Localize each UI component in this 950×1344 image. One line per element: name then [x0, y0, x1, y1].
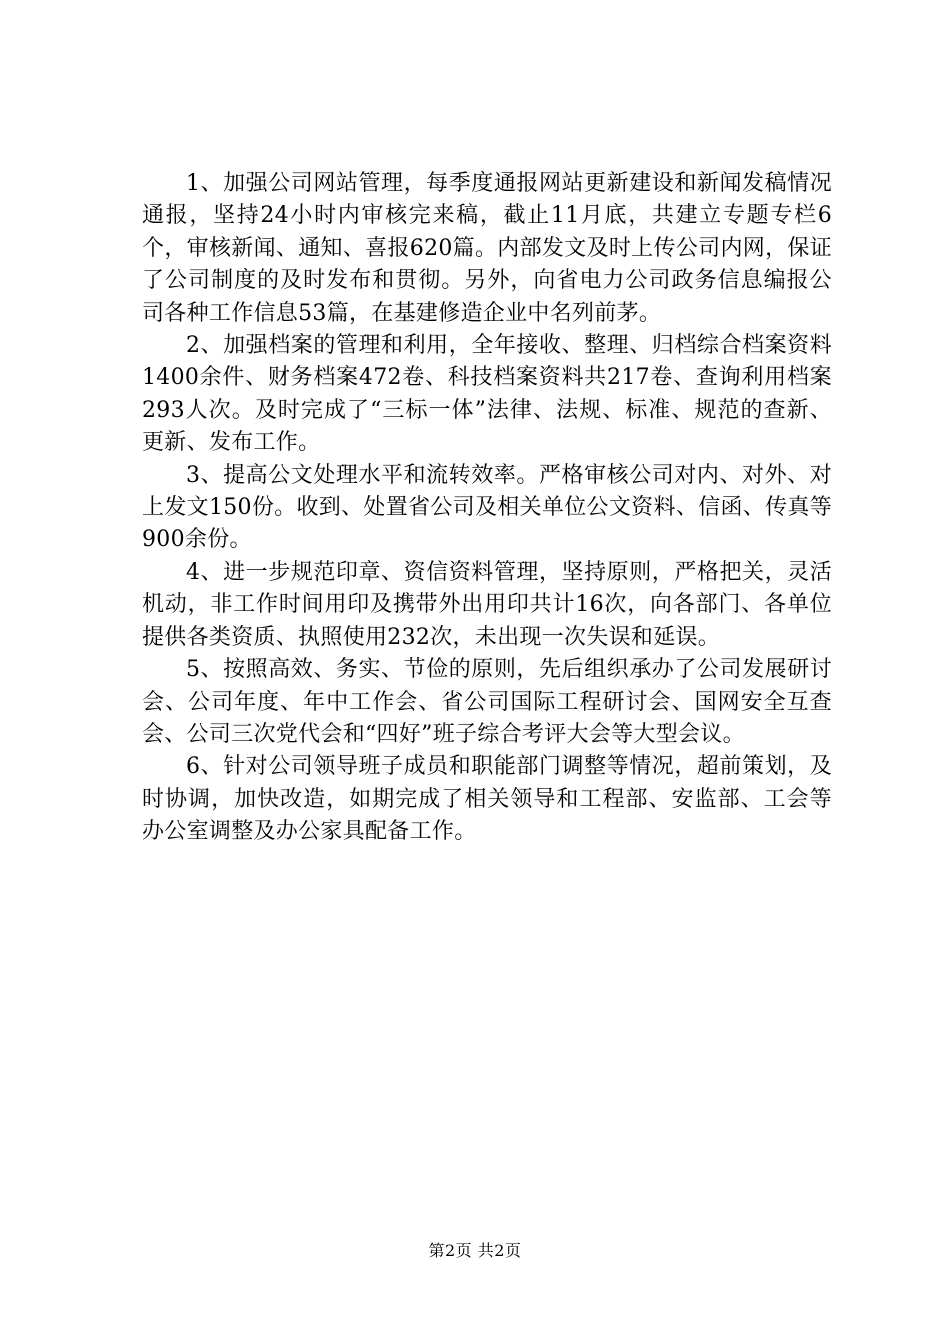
paragraph-item-6: 6、针对公司领导班子成员和职能部门调整等情况，超前策划，及时协调，加快改造，如期完成了相关领导和工程部、安监部、工会等办公室调整及办公家具配备工作。 [142, 754, 832, 845]
paragraph-item-5: 5、按照高效、务实、节俭的原则，先后组织承办了公司发展研讨会、公司年度、年中工作会、省公司国际工程研讨会、国网安全互查会、公司三次党代会和“四好”班子综合考评大会等大型会议。 [142, 657, 832, 747]
paragraph-item-1: 1、加强公司网站管理，每季度通报网站更新建设和新闻发稿情况通报，坚持24小时内审核完来稿，截止11月底，共建立专题专栏6个，审核新闻、通知、喜报620篇。内部发文及时上传公司内网，保证了公司制度的及时发布和贯彻。另外，向省电力公司政务信息编报公司各种工作信息53篇，在基建修造企业中名列前茅。 [142, 171, 832, 326]
paragraph-item-3: 3、提高公文处理水平和流转效率。严格审核公司对内、对外、对上发文150份。收到、处置省公司及相关单位公文资料、信函、传真等900余份。 [142, 462, 832, 553]
page-number-footer: 第2页 共2页 [428, 1241, 522, 1260]
document-body [142, 168, 832, 849]
paragraph-item-2: 2、加强档案的管理和利用，全年接收、整理、归档综合档案资料1400余件、财务档案472卷、科技档案资料共217卷、查询利用档案293人次。及时完成了“三标一体”法律、法规、标准、规范的查新、更新、发布工作。 [142, 333, 832, 456]
paragraph-item-4: 4、进一步规范印章、资信资料管理，坚持原则，严格把关，灵活机动，非工作时间用印及携带外出用印共计16次，向各部门、各单位提供各类资质、执照使用232次，未出现一次失误和延误。 [142, 559, 832, 650]
